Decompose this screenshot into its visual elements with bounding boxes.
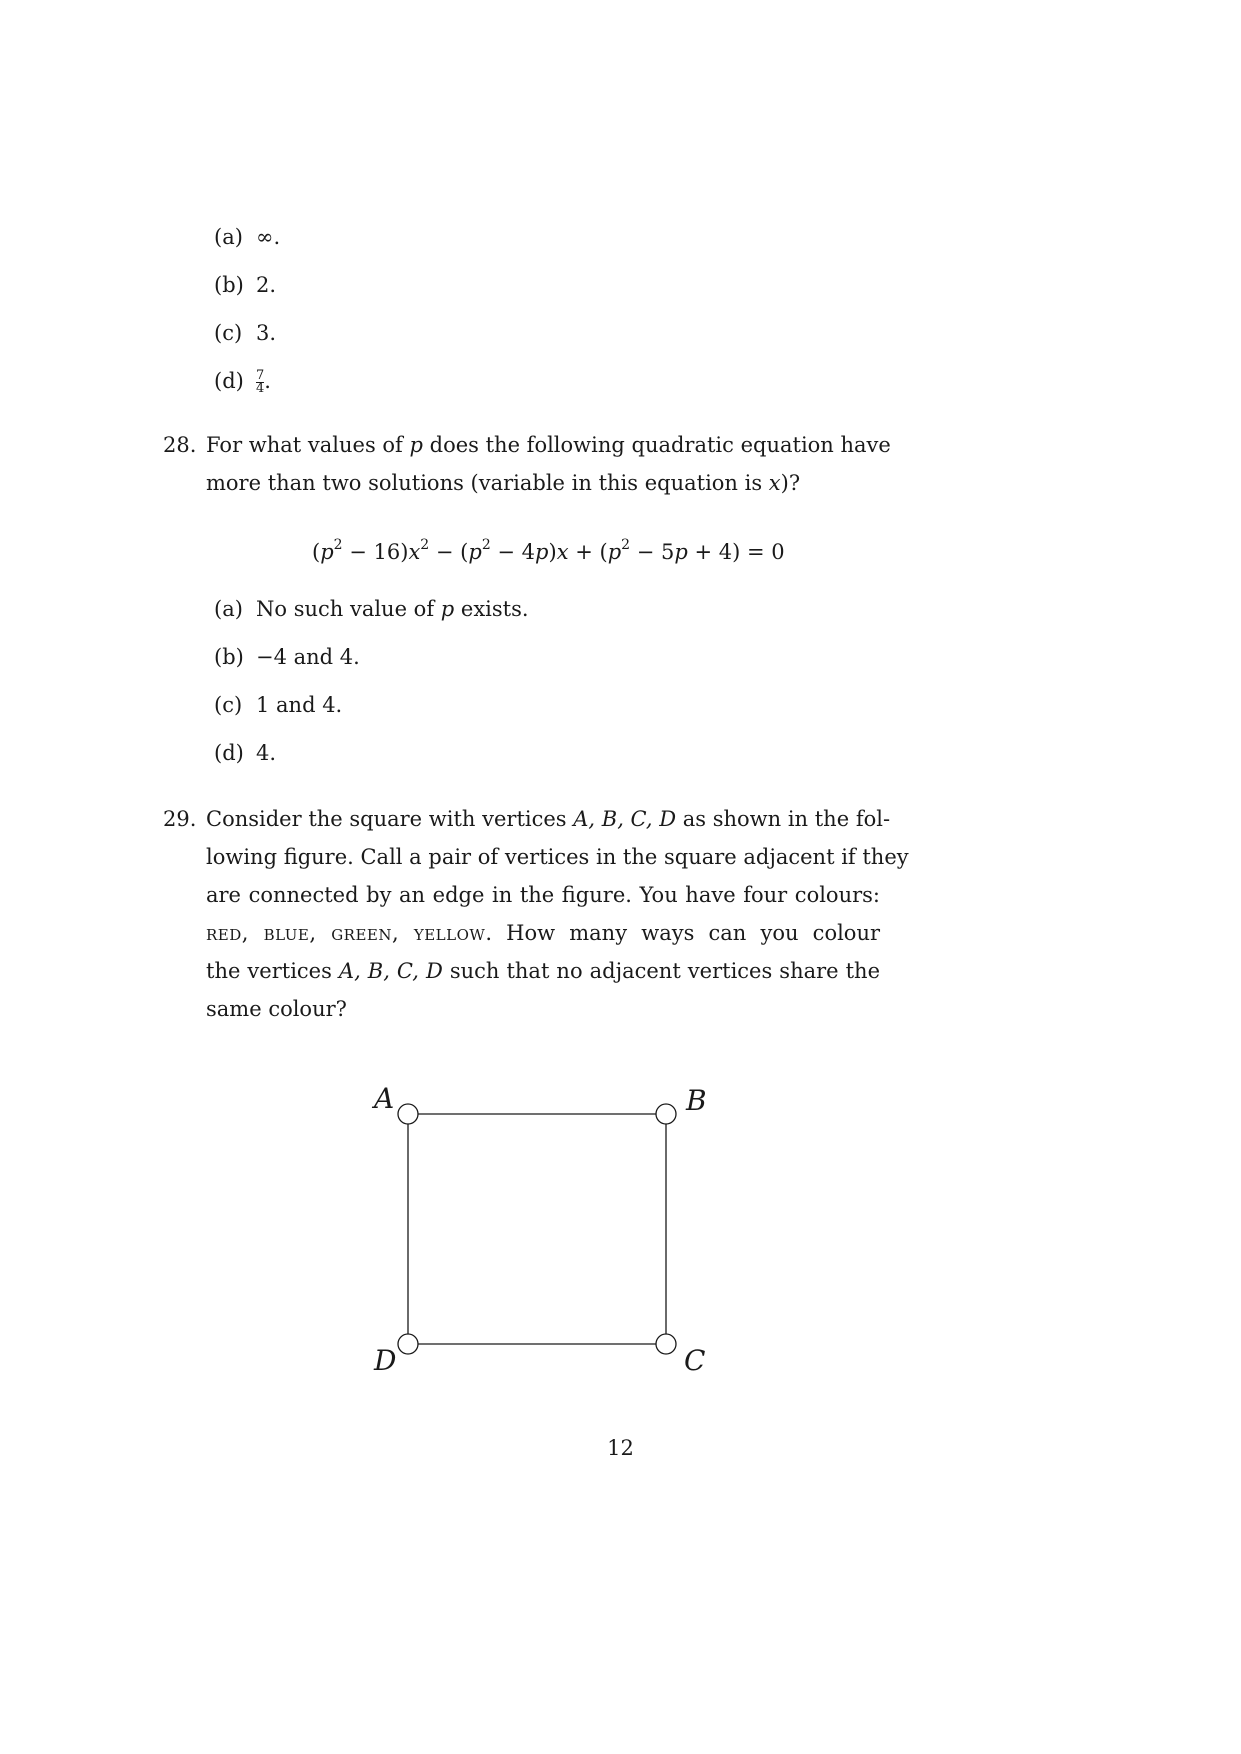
eq-exp: 2 — [420, 537, 430, 553]
eq-exp: 2 — [621, 537, 631, 553]
option-text: −4 and 4. — [256, 645, 360, 669]
option-text: 2. — [256, 273, 277, 297]
q28-option-c — [214, 692, 342, 718]
prev-option-b — [214, 272, 276, 298]
question-28-number: 28. — [163, 433, 197, 457]
eq-var: p — [320, 540, 334, 564]
eq-var: p — [674, 540, 688, 564]
text: the vertices — [206, 959, 339, 983]
question-29-line-4 — [206, 920, 880, 946]
text: . How many ways can you colour — [485, 921, 881, 945]
q28-option-b — [214, 644, 360, 670]
math-var: x — [768, 471, 781, 495]
vertex-label-b: B — [686, 1084, 707, 1117]
vertex-label-c: C — [684, 1344, 706, 1377]
prev-option-c — [214, 320, 276, 346]
text: more than two solutions (variable in this equation is — [206, 471, 769, 495]
fraction-denominator: 4 — [256, 381, 265, 396]
eq-part: − 5 — [630, 540, 675, 564]
question-29-line-6: same colour? — [206, 997, 347, 1021]
option-label: (a) — [214, 225, 243, 249]
vertex-d — [398, 1334, 418, 1354]
question-28-line-1 — [206, 432, 891, 458]
eq-part: ( — [312, 540, 321, 564]
eq-part: + ( — [568, 540, 608, 564]
eq-var: x — [556, 540, 569, 564]
option-text: 1 and 4. — [256, 693, 343, 717]
eq-exp: 2 — [481, 537, 491, 553]
eq-exp: 2 — [333, 537, 343, 553]
option-label: (b) — [214, 645, 244, 669]
question-29-line-2: lowing figure. Call a pair of vertices in the square adjacent if they — [206, 845, 909, 869]
vertex-b — [656, 1104, 676, 1124]
q28-option-d — [214, 740, 276, 766]
q28-option-a — [214, 596, 529, 622]
text: Consider the square with vertices — [206, 807, 574, 831]
eq-part: − 16) — [342, 540, 409, 564]
eq-part: − ( — [429, 540, 469, 564]
square-figure — [360, 1080, 740, 1400]
prev-option-d — [214, 368, 271, 395]
math-var: p — [440, 597, 455, 621]
option-label: (d) — [214, 369, 244, 393]
option-label: (c) — [214, 693, 243, 717]
option-text: 4. — [256, 741, 277, 765]
math-vars: A, B, C, D — [338, 959, 443, 983]
page-number: 12 — [607, 1436, 634, 1460]
question-29-line-1 — [206, 806, 891, 832]
math-vars: A, B, C, D — [573, 807, 677, 831]
vertex-c — [656, 1334, 676, 1354]
eq-part: − 4 — [490, 540, 536, 564]
quadratic-equation — [312, 534, 785, 565]
text: For what values of — [206, 433, 410, 457]
option-label: (b) — [214, 273, 244, 297]
math-var: p — [409, 433, 423, 457]
question-29-line-5 — [206, 958, 880, 984]
question-29-number: 29. — [163, 807, 197, 831]
vertex-label-d: D — [374, 1344, 397, 1377]
eq-part: + 4) = 0 — [687, 540, 785, 564]
option-text: No such value of — [256, 597, 441, 621]
option-text: exists. — [454, 597, 529, 621]
text: as shown in the fol- — [676, 807, 891, 831]
eq-var: p — [535, 540, 549, 564]
vertex-a — [398, 1104, 418, 1124]
option-label: (a) — [214, 597, 243, 621]
vertex-label-a: A — [374, 1082, 395, 1115]
text: )? — [780, 471, 801, 495]
option-suffix: . — [264, 369, 271, 393]
option-text: 3. — [256, 321, 277, 345]
question-28-line-2 — [206, 470, 880, 496]
eq-var: x — [408, 540, 421, 564]
fraction-numerator: 7 — [256, 368, 265, 383]
text: such that no adjacent vertices share the — [442, 959, 881, 983]
text: does the following quadratic equation have — [422, 433, 891, 457]
eq-var: p — [468, 540, 482, 564]
eq-var: p — [607, 540, 622, 564]
option-text: ∞. — [256, 225, 281, 249]
prev-option-a — [214, 224, 280, 250]
option-label: (c) — [214, 321, 243, 345]
eq-part: ) — [548, 540, 557, 564]
option-label: (d) — [214, 741, 244, 765]
question-29-line-3: are connected by an edge in the figure. You have four colours: — [206, 883, 880, 907]
colour-list: red, blue, green, yellow — [206, 921, 486, 945]
